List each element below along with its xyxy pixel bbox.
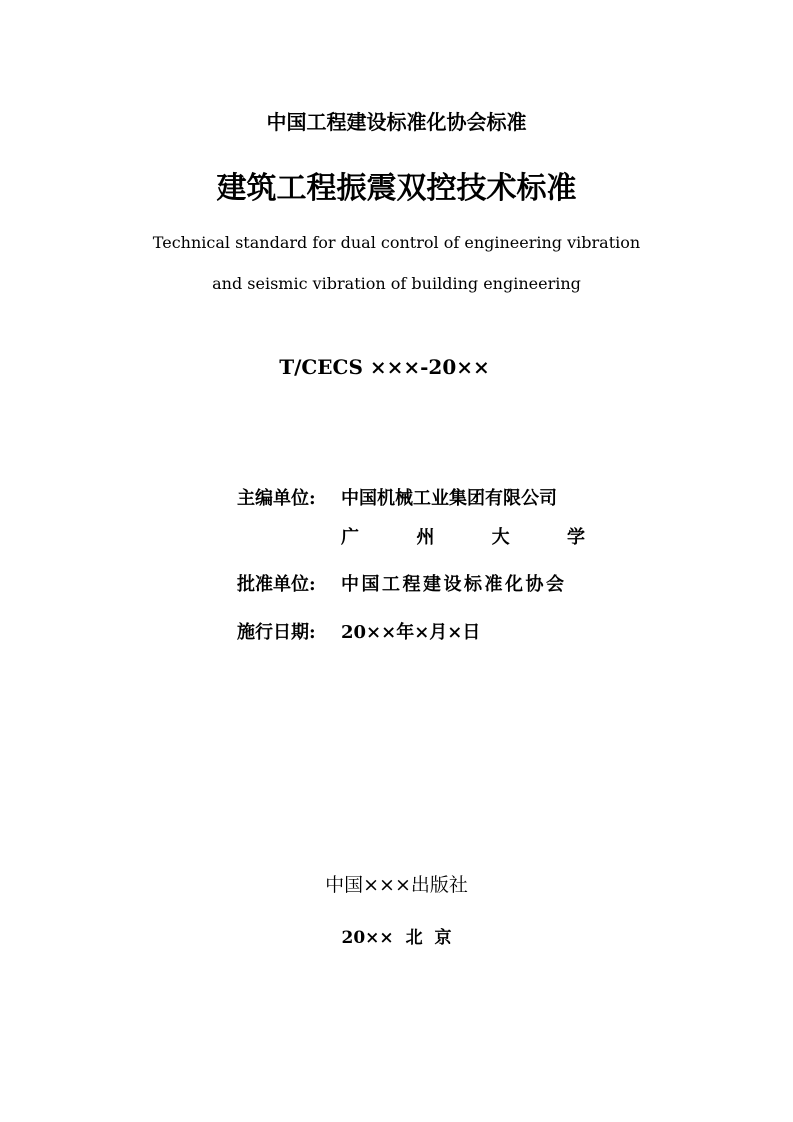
chief-editor-org-2-char: 州 bbox=[416, 527, 435, 548]
chief-editor-org-2-char: 广 bbox=[341, 527, 359, 548]
effective-date-label: 施行日期: bbox=[237, 622, 316, 643]
approver-org: 中国工程建设标准化协会 bbox=[341, 574, 567, 595]
effective-date: 20××年×月×日 bbox=[341, 622, 481, 643]
chief-editor-org-2-char: 大 bbox=[491, 527, 510, 548]
chief-editor-org-1: 中国机械工业集团有限公司 bbox=[341, 488, 557, 509]
chief-editor-org-2-char: 学 bbox=[566, 527, 585, 548]
publication-year-place: 20×× 北 京 bbox=[341, 928, 452, 948]
standard-number: T/CECS ×××-20×× bbox=[279, 355, 490, 379]
standard-title-en-line2: and seismic vibration of building engineering bbox=[212, 274, 581, 293]
association-standard-heading: 中国工程建设标准化协会标准 bbox=[266, 110, 527, 134]
standard-title-cn: 建筑工程振震双控技术标准 bbox=[216, 171, 577, 206]
approver-label: 批准单位: bbox=[237, 574, 316, 595]
publisher-name: 中国×××出版社 bbox=[325, 874, 468, 896]
chief-editor-label: 主编单位: bbox=[237, 488, 316, 509]
chief-editor-org-2 bbox=[341, 523, 585, 549]
standard-title-en-line1: Technical standard for dual control of engineering vibration bbox=[152, 233, 641, 252]
